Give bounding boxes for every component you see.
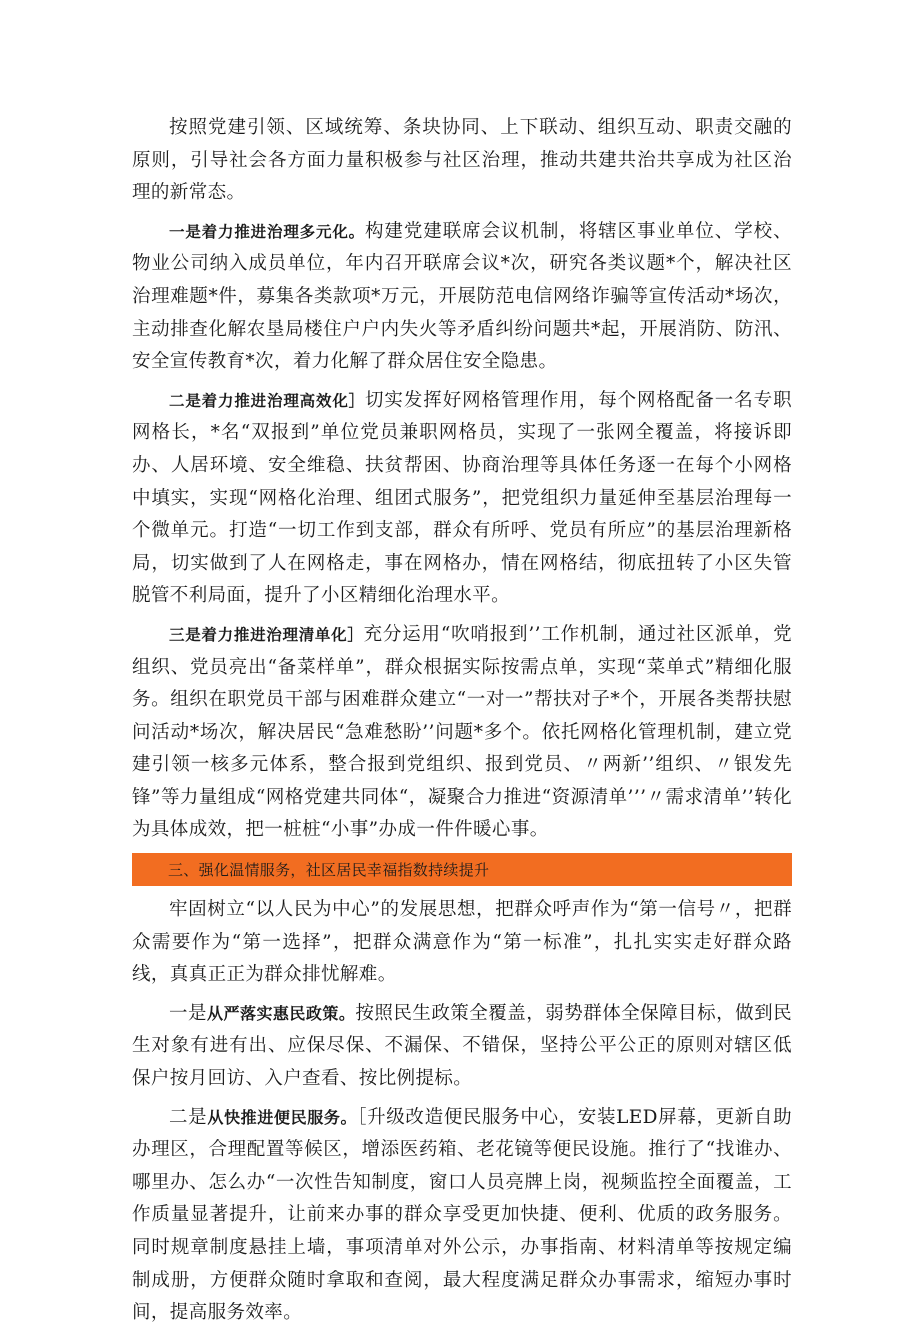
intro-text: 按照党建引领、区域统筹、条块协同、上下联动、组织互动、职责交融的原则，引导社会各方面力量积极参与社区治理，推动共建共治共享成为社区治理的新常态。	[132, 117, 792, 204]
paragraph-body: 充分运用“吹哨报到’’工作机制，通过社区派单，党组织、党员亮出“备菜样单”，群众根据实际按需点单，实现“菜单式”精细化服务。组织在职党员干部与困难群众建立“一对一”帮扶对子*个，开展各类帮扶慰问活动*场次，解决居民“急难愁盼’’问题*多个。依托网格化管理机制，建立党建引领一核多元体系，整合报到党组织、报到党员、〃两新’’组织、〃银发先锋”等力量组成“网格党建共同体“，凝聚合力推进“资源清单’’’〃需求清单’’转化为具体成效，把一桩桩“小事”办成一件件暖心事。	[132, 623, 792, 841]
paragraph-lead-prefix: 一是	[169, 1002, 207, 1024]
section-heading-text: 三、强化温情服务，社区居民幸福指数持续提升	[168, 861, 490, 880]
paragraph-checklist	[132, 619, 792, 847]
paragraph-welfare-policy	[132, 998, 792, 1096]
paragraph-lead-heading: 二是着力推进治理高效化］	[169, 391, 365, 410]
section-intro-paragraph	[132, 894, 792, 992]
paragraph-body: 按照民生政策全覆盖，弱势群体全保障目标，做到民生对象有进有出、应保尽保、不漏保、不错保，坚持公平公正的原则对辖区低保户按月回访、入户查看、按比例提标。	[132, 1002, 792, 1090]
intro-paragraph	[132, 112, 792, 210]
paragraph-lead-prefix: 二是	[169, 1106, 208, 1128]
paragraph-body: 牢固树立“以人民为中心”的发展思想，把群众呼声作为“第一信号〃，把群众需要作为“第一选择”，把群众满意作为“第一标准”，扎扎实实走好群众路线，真真正正为群众排忧解难。	[132, 899, 792, 986]
paragraph-lead-heading: 从快推进便民服务。	[207, 1107, 358, 1127]
paragraph-efficiency	[132, 385, 792, 613]
paragraph-body: 构建党建联席会议机制，将辖区事业单位、学校、物业公司纳入成员单位，年内召开联席会议*次，研究各类议题*个，解决社区治理难题*件，募集各类款项*万元，开展防范电信网络诈骗等宣传活动*场次，主动排查化解农垦局楼住户户内失火等矛盾纠纷问题共*起，开展消防、防汛、安全宣传教育*次，着力化解了群众居住安全隐患。	[132, 220, 792, 373]
paragraph-diversification	[132, 216, 792, 379]
paragraph-lead-heading: 三是着力推进治理清单化］	[169, 625, 364, 644]
paragraph-body: ［升级改造便民服务中心，安装LED屏幕，更新自助办理区，合理配置等候区，增添医药箱、老花镜等便民设施。推行了“找谁办、哪里办、怎么办“一次性告知制度，窗口人员亮牌上岗，视频监控全面覆盖，工作质量显著提升，让前来办事的群众享受更加快捷、便利、优质的政务服务。同时规章制度悬挂上墙，事项清单对外公示，办事指南、材料清单等按规定编制成册，方便群众随时拿取和查阅，最大程度满足群众办事需求，缩短办事时间，提高服务效率。	[132, 1106, 792, 1324]
section-heading-bar	[132, 853, 792, 886]
paragraph-lead-heading: 从严落实惠民政策。	[206, 1003, 356, 1023]
paragraph-convenience-service	[132, 1102, 792, 1330]
document-body	[132, 112, 792, 1336]
paragraph-body: 切实发挥好网格管理作用，每个网格配备一名专职网格长，*名“双报到”单位党员兼职网格员，实现了一张网全覆盖，将接诉即办、人居环境、安全维稳、扶贫帮困、协商治理等具体任务逐一在每个小网格中填实，实现“网格化治理、组团式服务”，把党组织力量延伸至基层治理每一个微单元。打造“一切工作到支部，群众有所呼、党员有所应”的基层治理新格局，切实做到了人在网格走，事在网格办，情在网格结，彻底扭转了小区失管脱管不利局面，提升了小区精细化治理水平。	[132, 389, 792, 607]
paragraph-lead-heading: 一是着力推进治理多元化。	[169, 222, 365, 241]
